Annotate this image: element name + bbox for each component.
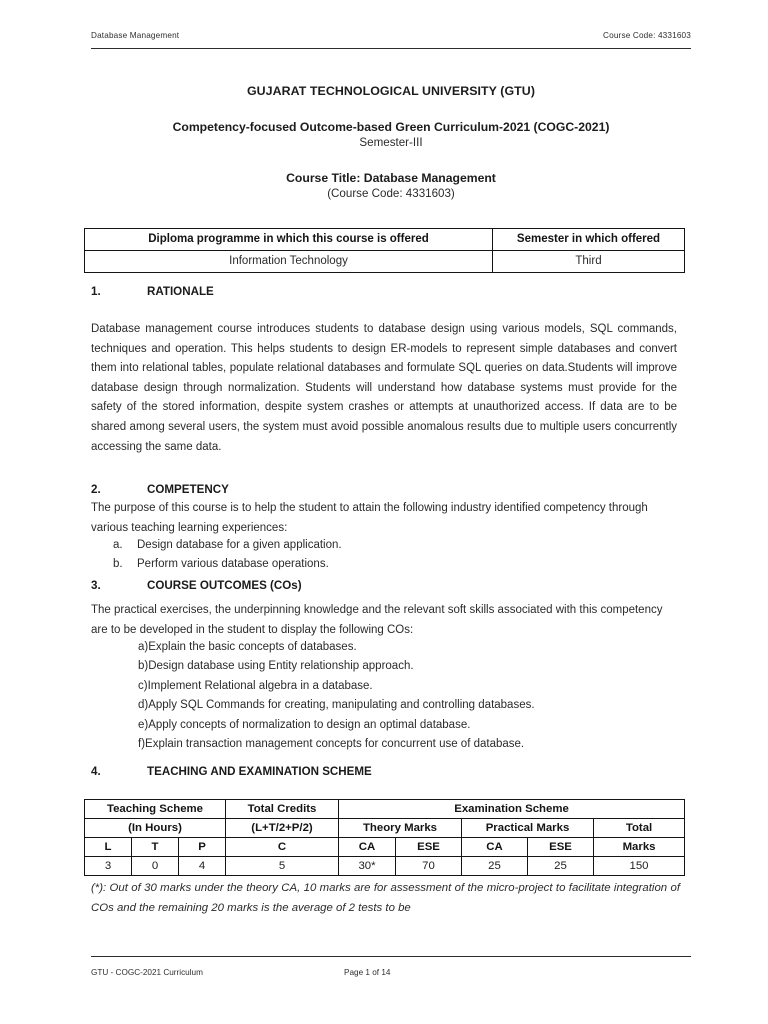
list-item: d)Apply SQL Commands for creating, manipulating and controlling databases.	[138, 699, 535, 712]
course-code: (Course Code: 4331603)	[327, 187, 455, 200]
section-heading-scheme	[91, 765, 677, 778]
total-marks-header-line2: Marks	[594, 838, 685, 857]
semester-value-cell: Third	[493, 251, 685, 273]
table-row	[85, 229, 685, 251]
section-scheme	[91, 765, 677, 778]
value-practical-ca: 25	[462, 857, 528, 876]
footer-rule	[91, 956, 691, 957]
semester-label: Semester-III	[359, 136, 423, 149]
list-marker: a.	[113, 539, 123, 551]
list-item: e)Apply concepts of normalization to design an optimal database.	[138, 718, 471, 731]
theory-marks-header: Theory Marks	[339, 819, 462, 838]
semester-header-cell: Semester in which offered	[493, 229, 685, 251]
course-title: Course Title: Database Management	[286, 171, 496, 185]
header-rule	[91, 48, 691, 49]
total-marks-header-line1: Total	[594, 819, 685, 838]
section-heading-rationale	[91, 285, 677, 298]
section-number: 1.	[91, 285, 101, 298]
teaching-scheme-header: Teaching Scheme	[85, 800, 226, 819]
section-title: COURSE OUTCOMES (COs)	[147, 579, 302, 592]
section-number: 4.	[91, 765, 101, 778]
col-header-practical-ca: CA	[462, 838, 528, 857]
programme-header-cell: Diploma programme in which this course is offered	[85, 229, 493, 251]
list-marker: b.	[113, 558, 123, 571]
col-header-p: P	[179, 838, 226, 857]
section-title: COMPETENCY	[147, 483, 229, 496]
section-title: TEACHING AND EXAMINATION SCHEME	[147, 765, 372, 778]
list-text: Perform various database operations.	[137, 558, 329, 571]
table-row	[85, 819, 685, 838]
programme-table	[84, 228, 685, 273]
value-total-marks: 150	[594, 857, 685, 876]
value-practical-ese: 25	[528, 857, 594, 876]
scheme-footnote: (*): Out of 30 marks under the theory CA, 10 marks are for assessment of the micro-project to facilitate integration of COs and the remaining 20 marks is the average of 2 tests to be	[91, 882, 680, 914]
title-block	[91, 84, 691, 200]
course-outcomes-list	[91, 638, 677, 754]
table-row	[85, 800, 685, 819]
course-outcomes-intro: The practical exercises, the underpinning knowledge and the relevant soft skills associated with this competency are to be developed in the student to display the following COs:	[91, 604, 663, 636]
section-number: 3.	[91, 579, 101, 592]
list-item: b)Design database using Entity relationship approach.	[138, 660, 414, 673]
list-item: f)Explain transaction management concepts for concurrent use of database.	[138, 738, 525, 751]
col-header-theory-ca: CA	[339, 838, 396, 857]
footer-page-number: Page 1 of 14	[344, 968, 391, 977]
value-theory-ese: 70	[396, 857, 462, 876]
header-course-code: Course Code: 4331603	[603, 31, 691, 40]
total-credits-formula: (L+T/2+P/2)	[226, 819, 339, 838]
value-t: 0	[132, 857, 179, 876]
table-row	[85, 857, 685, 876]
section-title: RATIONALE	[147, 285, 214, 298]
university-name: GUJARAT TECHNOLOGICAL UNIVERSITY (GTU)	[246, 84, 536, 98]
practical-marks-header: Practical Marks	[462, 819, 594, 838]
value-p: 4	[179, 857, 226, 876]
section-number: 2.	[91, 483, 101, 496]
col-header-t: T	[132, 838, 179, 857]
section-heading-course-outcomes	[91, 579, 677, 592]
examination-scheme-header: Examination Scheme	[339, 800, 685, 819]
value-c: 5	[226, 857, 339, 876]
list-item	[113, 536, 677, 555]
competency-list-wrapper	[91, 536, 677, 575]
competency-intro: The purpose of this course is to help the student to attain the following industry identified competency through various teaching learning experiences:	[91, 502, 648, 534]
competency-list	[91, 536, 677, 575]
list-text: Design database for a given application.	[137, 539, 342, 551]
section-competency	[91, 483, 677, 496]
col-header-c: C	[226, 838, 339, 857]
curriculum-name: Competency-focused Outcome-based Green Curriculum-2021 (COGC-2021)	[172, 120, 610, 134]
programme-value-cell: Information Technology	[85, 251, 493, 273]
list-item: c)Implement Relational algebra in a database.	[138, 679, 373, 692]
teaching-scheme-subheader: (In Hours)	[85, 819, 226, 838]
section-rationale	[91, 285, 677, 298]
footer-curriculum-label: GTU - COGC-2021 Curriculum	[91, 968, 203, 977]
section-heading-competency	[91, 483, 677, 496]
col-header-practical-ese: ESE	[528, 838, 594, 857]
value-theory-ca: 30*	[339, 857, 396, 876]
value-l: 3	[85, 857, 132, 876]
table-row	[85, 838, 685, 857]
list-item: a)Explain the basic concepts of databases.	[138, 641, 357, 653]
running-header	[91, 31, 691, 40]
header-course-name: Database Management	[91, 31, 180, 40]
list-item	[113, 555, 677, 574]
rationale-paragraph: Database management course introduces students to database design using various models, SQL commands, techniques and operation. This helps students to design ER-models to represent simple databases and convert them into relational tables, populate relational databases and formulate SQL queries on data.Students will improve database design through normalization. Students will understand how database systems must provide for the safety of the stored information, despite system crashes or attempts at unauthorized access. If data are to be shared among several users, the system must avoid possible anomalous results due to multiple users concurrently accessing the same data.	[91, 323, 677, 453]
table-row	[85, 251, 685, 273]
section-course-outcomes	[91, 579, 677, 592]
col-header-l: L	[85, 838, 132, 857]
total-credits-header: Total Credits	[226, 800, 339, 819]
col-header-theory-ese: ESE	[396, 838, 462, 857]
course-outcomes-list-wrapper	[91, 638, 677, 754]
teaching-examination-scheme-table	[84, 799, 685, 876]
